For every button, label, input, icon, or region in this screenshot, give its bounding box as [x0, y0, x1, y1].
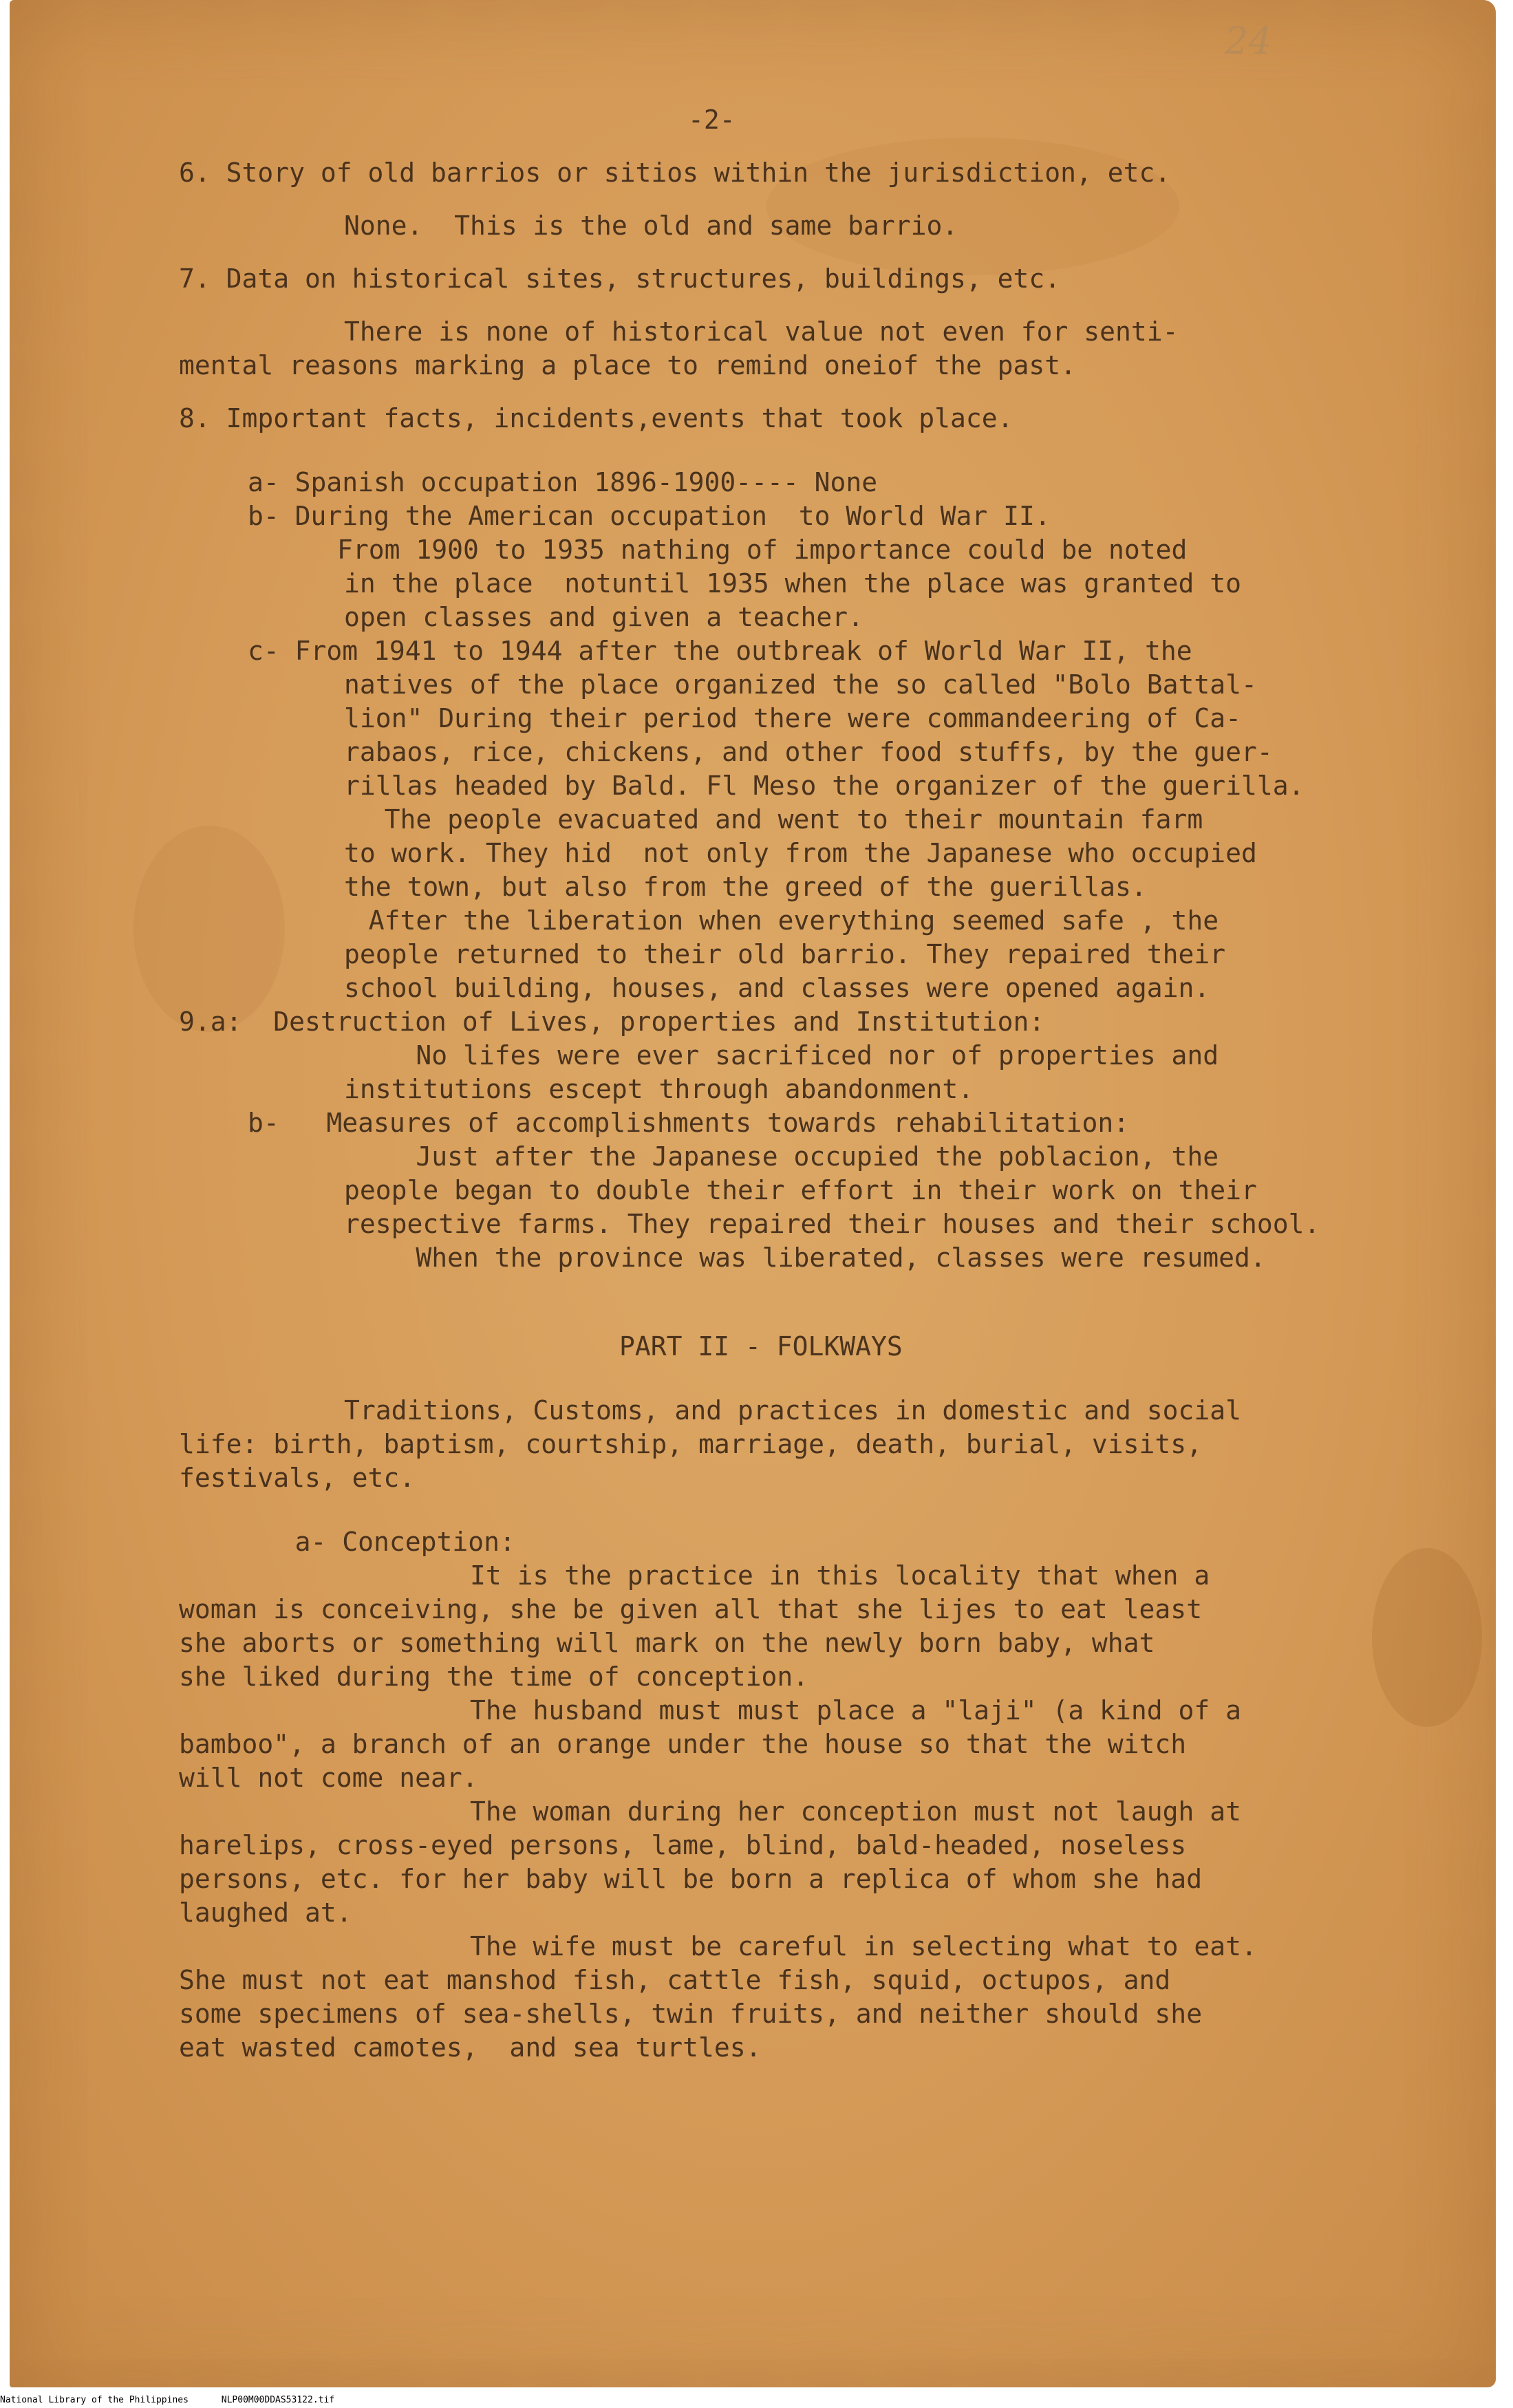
page-number: -2-: [688, 105, 736, 135]
text-line: she liked during the time of conception.: [179, 1662, 809, 1692]
manuscript-number: 24: [1225, 19, 1272, 63]
text-line: c- From 1941 to 1944 after the outbreak of World War II, the: [248, 636, 1192, 666]
text-line: None. This is the old and same barrio.: [344, 211, 958, 241]
line-gap: [179, 383, 1438, 402]
line-gap: [179, 296, 1438, 315]
text-line: some specimens of sea-shells, twin fruits, and neither should she: [179, 1999, 1203, 2029]
line-gap: [179, 436, 1438, 466]
text-line: Traditions, Customs, and practices in domestic and social: [344, 1395, 1242, 1426]
footer-institution: National Library of the Philippines: [0, 2395, 189, 2405]
text-line: rabaos, rice, chickens, and other food stuffs, by the guer-: [344, 737, 1273, 767]
text-line: 7. Data on historical sites, structures, buildings, etc.: [179, 264, 1061, 294]
text-line: The woman during her conception must not laugh at: [344, 1796, 1242, 1827]
text-line: 9.a: Destruction of Lives, properties and Institution:: [179, 1007, 1045, 1037]
text-line: she aborts or something will mark on the newly born baby, what: [179, 1628, 1155, 1658]
text-line: laughed at.: [179, 1898, 352, 1928]
text-line: It is the practice in this locality that when a: [344, 1560, 1210, 1591]
text-line: Just after the Japanese occupied the poblacion, the: [337, 1141, 1219, 1172]
text-line: people returned to their old barrio. They repaired their: [344, 939, 1226, 969]
text-line: respective farms. They repaired their houses and their school.: [344, 1209, 1320, 1239]
section-title: PART II - FOLKWAYS: [619, 1331, 903, 1362]
text-line: a- Spanish occupation 1896-1900---- None: [248, 467, 878, 497]
text-line: No lifes were ever sacrificed nor of properties and: [337, 1040, 1219, 1071]
line-gap: [179, 243, 1438, 262]
text-line: eat wasted camotes, and sea turtles.: [179, 2032, 762, 2063]
line-gap: [179, 1275, 1438, 1330]
text-line: a- Conception:: [248, 1527, 515, 1557]
text-line: b- During the American occupation to World War II.: [248, 501, 1051, 531]
text-line: in the place notuntil 1935 when the place was granted to: [344, 568, 1242, 599]
text-line: harelips, cross-eyed persons, lame, blind, bald-headed, noseless: [179, 1830, 1187, 1860]
line-gap: [179, 1364, 1438, 1394]
text-line: school building, houses, and classes were opened again.: [344, 973, 1210, 1003]
text-line: mental reasons marking a place to remind oneiof the past.: [179, 350, 1077, 380]
text-line: 6. Story of old barrios or sitios within the jurisdiction, etc.: [179, 158, 1171, 188]
line-gap: [179, 137, 1438, 156]
text-line: 8. Important facts, incidents,events that took place.: [179, 403, 1013, 433]
text-line: When the province was liberated, classes were resumed.: [337, 1243, 1266, 1273]
document-body: [179, 103, 1438, 2065]
footer-file-id: NLP00M00DDAS53122.tif: [221, 2395, 335, 2405]
text-line: The husband must must place a "laji" (a kind of a: [344, 1695, 1242, 1726]
text-line: The wife must be careful in selecting what to eat.: [344, 1931, 1257, 1961]
text-line: The people evacuated and went to their mountain farm: [337, 804, 1203, 835]
text-line: persons, etc. for her baby will be born a replica of whom she had: [179, 1864, 1203, 1894]
text-line: After the liberation when everything seemed safe , the: [337, 905, 1219, 936]
text-line: rillas headed by Bald. Fl Meso the organizer of the guerilla.: [344, 771, 1305, 801]
footer: [0, 2393, 1513, 2408]
text-line: open classes and given a teacher.: [344, 602, 863, 632]
text-line: life: birth, baptism, courtship, marriage, death, burial, visits,: [179, 1429, 1203, 1459]
text-line: bamboo", a branch of an orange under the house so that the witch: [179, 1729, 1187, 1759]
text-line: There is none of historical value not even for senti-: [344, 316, 1179, 347]
text-line: From 1900 to 1935 nathing of importance could be noted: [337, 535, 1188, 565]
line-gap: [179, 1495, 1438, 1525]
text-line: people began to double their effort in their work on their: [344, 1175, 1257, 1205]
text-line: festivals, etc.: [179, 1463, 416, 1493]
text-line: institutions escept through abandonment.: [344, 1074, 974, 1104]
text-line: to work. They hid not only from the Japanese who occupied: [344, 838, 1257, 868]
text-line: will not come near.: [179, 1763, 478, 1793]
text-line: natives of the place organized the so called "Bolo Battal-: [344, 669, 1257, 700]
text-line: She must not eat manshod fish, cattle fish, squid, octupos, and: [179, 1965, 1171, 1995]
text-line: lion" During their period there were commandeering of Ca-: [344, 703, 1242, 733]
text-line: b- Measures of accomplishments towards rehabilitation:: [248, 1108, 1130, 1138]
line-gap: [179, 190, 1438, 209]
text-line: woman is conceiving, she be given all that she lijes to eat least: [179, 1594, 1203, 1624]
text-line: the town, but also from the greed of the guerillas.: [344, 872, 1147, 902]
